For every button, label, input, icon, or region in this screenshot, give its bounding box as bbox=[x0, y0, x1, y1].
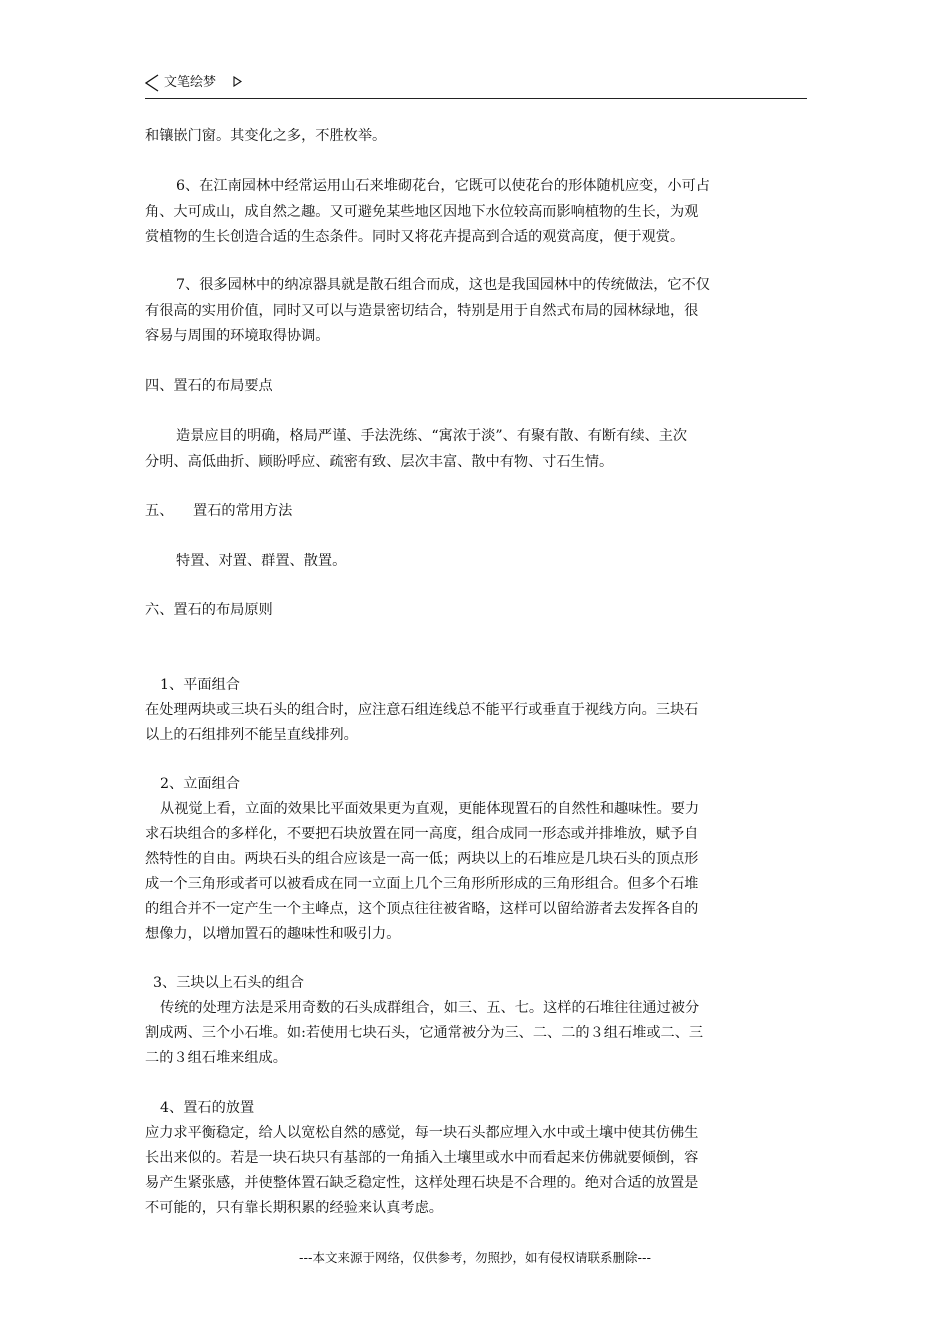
section-heading-number: 五、 bbox=[145, 503, 174, 519]
paragraph-line: 然特性的自由。两块石头的组合应该是一高一低；两块以上的石堆应是几块石头的顶点形 bbox=[145, 851, 699, 867]
paragraph-line: 二的３组石堆来组成。 bbox=[145, 1050, 287, 1066]
subsection-title: 4、置石的放置 bbox=[160, 1100, 255, 1116]
paragraph-line: 6、在江南园林中经常运用山石来堆砌花台，它既可以使花台的形体随机应变，小可占 bbox=[176, 178, 710, 194]
paragraph-line: 分明、高低曲折、顾盼呼应、疏密有致、层次丰富、散中有物、寸石生情。 bbox=[145, 454, 614, 470]
paragraph-line: 有很高的实用价值，同时又可以与造景密切结合，特别是用于自然式布局的园林绿地，很 bbox=[145, 303, 699, 319]
paragraph-line: 和镶嵌门窗。其变化之多，不胜枚举。 bbox=[145, 128, 387, 144]
paragraph-line: 传统的处理方法是采用奇数的石头成群组合，如三、五、七。这样的石堆往往通过被分 bbox=[160, 1000, 700, 1016]
paragraph-line: 赏植物的生长创造合适的生态条件。同时又将花卉提高到合适的观赏高度，便于观赏。 bbox=[145, 229, 685, 245]
paragraph-line: 造景应目的明确，格局严谨、手法洗练、“寓浓于淡”、有聚有散、有断有续、主次 bbox=[176, 428, 688, 444]
paragraph-line: 以上的石组排列不能呈直线排列。 bbox=[145, 727, 358, 743]
header-brand: 文笔绘梦 bbox=[164, 75, 217, 90]
paragraph-line: 角、大可成山，成自然之趣。又可避免某些地区因地下水位较高而影响植物的生长，为观 bbox=[145, 204, 699, 220]
paragraph-line: 在处理两块或三块石头的组合时，应注意石组连线总不能平行或垂直于视线方向。三块石 bbox=[145, 702, 699, 718]
paragraph-line: 从视觉上看，立面的效果比平面效果更为直观，更能体现置石的自然性和趣味性。要力 bbox=[160, 801, 700, 817]
subsection-title: 3、三块以上石头的组合 bbox=[153, 975, 304, 991]
left-triangle-icon bbox=[145, 74, 159, 92]
paragraph-line: 容易与周围的环境取得协调。 bbox=[145, 328, 330, 344]
paragraph-line: 割成两、三个小石堆。如:若使用七块石头，它通常被分为三、二、二的３组石堆或二、三 bbox=[145, 1025, 704, 1041]
paragraph-line: 的组合并不一定产生一个主峰点，这个顶点往往被省略，这样可以留给游者去发挥各自的 bbox=[145, 901, 699, 917]
section-heading: 六、置石的布局原则 bbox=[145, 602, 273, 618]
right-triangle-icon bbox=[233, 76, 242, 87]
paragraph-line: 应力求平衡稳定，给人以宽松自然的感觉，每一块石头都应埋入水中或土壤中使其仿佛生 bbox=[145, 1125, 699, 1141]
paragraph-line: 长出来似的。若是一块石块只有基部的一角插入土壤里或水中而看起来仿佛就要倾倒，容 bbox=[145, 1150, 699, 1166]
page-header bbox=[145, 72, 807, 99]
paragraph-line: 易产生紧张感，并使整体置石缺乏稳定性，这样处理石块是不合理的。绝对合适的放置是 bbox=[145, 1175, 699, 1191]
subsection-title: 1、平面组合 bbox=[160, 677, 240, 693]
footer-notice: ---本文来源于网络，仅供参考，勿照抄，如有侵权请联系删除--- bbox=[298, 1250, 652, 1265]
paragraph-line: 7、很多园林中的纳凉器具就是散石组合而成，这也是我国园林中的传统做法，它不仅 bbox=[176, 277, 710, 293]
paragraph-line: 想像力，以增加置石的趣味性和吸引力。 bbox=[145, 926, 401, 942]
subsection-title: 2、立面组合 bbox=[160, 776, 240, 792]
paragraph-line: 特置、对置、群置、散置。 bbox=[176, 553, 347, 569]
paragraph-line: 不可能的，只有靠长期积累的经验来认真考虑。 bbox=[145, 1200, 443, 1216]
section-heading: 置石的常用方法 bbox=[193, 503, 293, 519]
section-heading: 四、置石的布局要点 bbox=[145, 378, 273, 394]
paragraph-line: 求石块组合的多样化，不要把石块放置在同一高度，组合成同一形态或并排堆放，赋予自 bbox=[145, 826, 699, 842]
paragraph-line: 成一个三角形或者可以被看成在同一立面上几个三角形所形成的三角形组合。但多个石堆 bbox=[145, 876, 699, 892]
